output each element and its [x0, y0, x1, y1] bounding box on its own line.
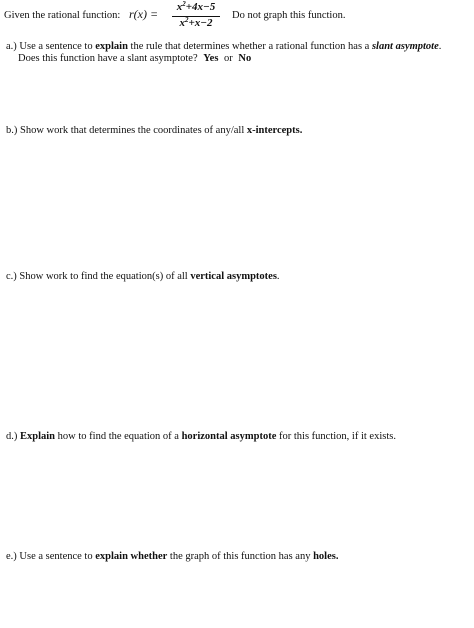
question-c-label: c.) — [6, 271, 17, 282]
question-a: a.) Use a sentence to explain the rule that determines whether a rational function has a slant asymptote. — [6, 41, 442, 52]
fraction-numerator: $x^2+4x-5$ — [176, 0, 216, 13]
question-e-label: e.) — [6, 551, 17, 562]
no-option: No — [238, 53, 252, 64]
question-d-label: d.) — [6, 431, 18, 442]
question-b-label: b.) — [6, 125, 18, 136]
function-name: r(x) = — [129, 7, 159, 21]
fraction-denominator: $x^2+x-2$ — [179, 16, 213, 29]
function-header — [4, 9, 120, 22]
question-a-label: a.) — [6, 41, 17, 52]
question-b: b.) Show work that determines the coordinates of any/all x-intercepts. — [6, 125, 303, 136]
question-a-line2: Does this function have a slant asymptote? Yes or No — [18, 53, 252, 64]
question-c: c.) Show work to find the equation(s) of all vertical asymptotes. — [6, 271, 280, 282]
no-graph-note: Do not graph this function. — [232, 10, 346, 21]
question-d: d.) Explain how to find the equation of a horizontal asymptote for this function, if it exists. — [6, 431, 396, 442]
intro-text: Given the rational function: — [4, 10, 121, 21]
question-e: e.) Use a sentence to explain whether the graph of this function has any holes. — [6, 551, 339, 562]
yes-option: Yes — [203, 53, 219, 64]
